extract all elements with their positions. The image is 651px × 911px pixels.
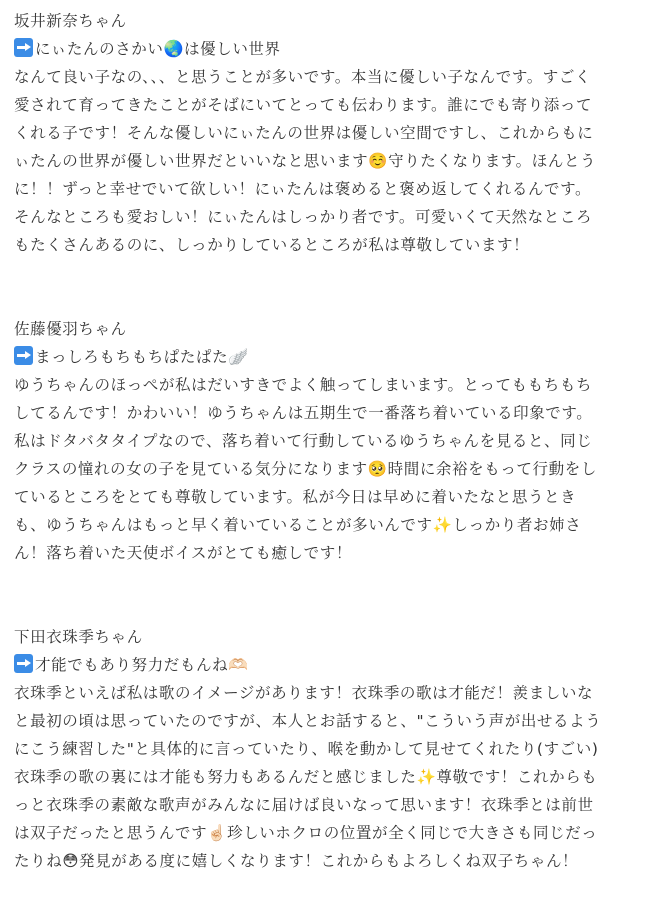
message-line: そんなところも愛おしい！にぃたんはしっかり者です。可愛いくて天然なところ [14,208,593,226]
member-message-section [14,7,639,259]
message-line: ぃたんの世界が優しい世界だといいなと思います☺️守りたくなります。ほんとう [14,152,597,170]
message-line: 私はドタバタタイプなので、落ち着いて行動しているゆうちゃんを見ると、同じ [14,432,593,450]
heart-hands-icon: 🫶🏻 [228,655,249,674]
right-arrow-icon [14,38,33,57]
heading-text: 才能でもあり努力だもんね [35,656,229,674]
message-line: クラスの憧れの女の子を見ている気分になります🥺時間に余裕をもって行動をし [14,460,597,478]
message-line: は双子だったと思うんです☝🏻珍しいホクロの位置が全く同じで大きさも同じだっ [14,824,598,842]
globe-icon: 🌏 [163,39,185,58]
message-line: も、ゆうちゃんはもっと早く着いていることが多いんです✨しっかり者お姉さ [14,516,582,534]
message-line: 衣珠季といえば私は歌のイメージがあります！衣珠季の歌は才能だ！羨ましいな [14,684,594,702]
member-heading [14,35,639,63]
message-line: してるんです！かわいい！ゆうちゃんは五期生で一番落ち着いている印象です。 [14,404,593,422]
message-line: たりね😳発見がある度に嬉しくなります！これからもよろしくね双子ちゃん！ [14,852,579,870]
member-name: 佐藤優羽ちゃん [14,320,127,338]
message-line: と最初の頃は思っていたのですが、本人とお話すると、"こういう声が出せるよう [14,712,602,730]
member-name: 坂井新奈ちゃん [14,12,127,30]
message-document [14,7,639,875]
member-name: 下田衣珠季ちゃん [14,628,143,646]
message-line: くれる子です！そんな優しいにぃたんの世界は優しい空間ですし、これからもに [14,124,594,142]
message-line: っと衣珠季の素敵な歌声がみんなに届けば良いなって思います！衣珠季とは前世 [14,796,594,814]
heading-text: まっしろもちもちぱたぱた [35,348,229,366]
member-message-section [14,315,639,567]
member-message-section [14,623,639,875]
message-line: ん！落ち着いた天使ボイスがとても癒しです！ [14,544,352,562]
message-line: に！！ずっと幸せでいて欲しい！にぃたんは褒めると褒め返してくれるんです。 [14,180,592,198]
message-line: 愛されて育ってきたことがそばにいてとっても伝わります。誰にでも寄り添って [14,96,593,114]
heading-suffix: は優しい世界 [184,40,281,58]
wing-icon: 🪽 [228,347,249,366]
member-heading [14,651,639,679]
message-line: もたくさんあるのに、しっかりしているところが私は尊敬しています！ [14,236,530,254]
heading-text: にぃたんのさかい [35,40,164,58]
message-line: にこう練習した"と具体的に言っていたり、喉を動かして見せてくれたり(すごい) [14,740,599,758]
message-line: ゆうちゃんのほっぺが私はだいすきでよく触ってしまいます。とってももちもち [14,376,593,394]
message-line: ているところをとても尊敬しています。私が今日は早めに着いたなと思うとき [14,488,577,506]
message-line: 衣珠季の歌の裏には才能も努力もあるんだと感じました✨尊敬です！これからも [14,768,598,786]
message-line: なんて良い子なの、、、と思うことが多いです。本当に優しい子なんです。すごく [14,68,592,86]
right-arrow-icon [14,346,33,365]
member-heading [14,343,639,371]
right-arrow-icon [14,654,33,673]
